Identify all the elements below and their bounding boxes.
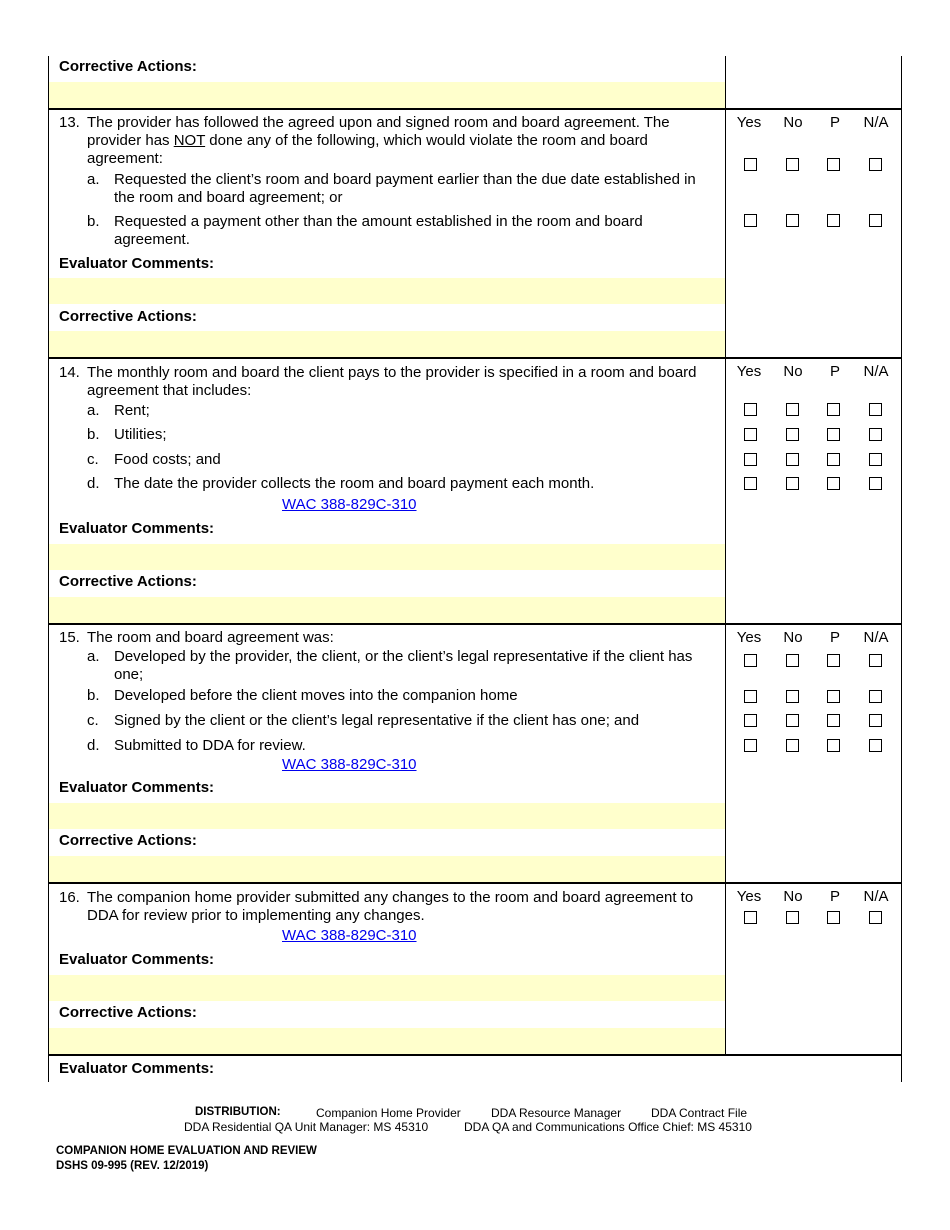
checkbox-14a-p[interactable]	[827, 403, 840, 416]
question-15a-text: Developed by the provider, the client, or the client’s legal representative if the client has one;	[114, 648, 693, 683]
checkbox-14a-yes[interactable]	[744, 403, 757, 416]
checkbox-16-p[interactable]	[827, 911, 840, 924]
p-header: P	[829, 114, 840, 131]
checkbox-14d-yes[interactable]	[744, 477, 757, 490]
question-14b-letter: b.	[87, 426, 100, 443]
p-header: P	[829, 888, 840, 905]
form-number: DSHS 09-995 (REV. 12/2019)	[56, 1160, 209, 1172]
na-header: N/A	[863, 888, 889, 905]
no-header: No	[783, 363, 803, 380]
checkbox-14c-p[interactable]	[827, 453, 840, 466]
row-divider	[48, 882, 902, 884]
evaluator-comments-label: Evaluator Comments:	[59, 951, 215, 968]
question-13-number: 13.	[59, 114, 80, 131]
checkbox-15a-na[interactable]	[869, 654, 882, 667]
checkbox-14b-no[interactable]	[786, 428, 799, 441]
row-divider	[48, 108, 902, 110]
question-15d-text: Submitted to DDA for review.	[114, 737, 306, 754]
checkbox-13b-no[interactable]	[786, 214, 799, 227]
question-15b-letter: b.	[87, 687, 100, 704]
corrective-actions-label: Corrective Actions:	[59, 1004, 197, 1021]
checkbox-14c-no[interactable]	[786, 453, 799, 466]
checkbox-15d-p[interactable]	[827, 739, 840, 752]
question-13a-text: Requested the client’s room and board payment earlier than the due date established in the room and board agreement; or	[114, 171, 696, 206]
row-divider	[48, 623, 902, 625]
checkbox-13a-na[interactable]	[869, 158, 882, 171]
row-divider	[48, 357, 902, 359]
question-13a-letter: a.	[87, 171, 100, 188]
question-15-number: 15.	[59, 629, 80, 646]
distribution-recipient: DDA Residential QA Unit Manager: MS 45310	[184, 1120, 429, 1134]
question-16-number: 16.	[59, 889, 80, 906]
corrective-actions-label: Corrective Actions:	[59, 308, 197, 325]
evaluator-comments-label: Evaluator Comments:	[59, 520, 215, 537]
no-header: No	[783, 629, 803, 646]
checkbox-14b-p[interactable]	[827, 428, 840, 441]
checkbox-16-no[interactable]	[786, 911, 799, 924]
question-15a-letter: a.	[87, 648, 100, 665]
evaluator-comments-label: Evaluator Comments:	[59, 1060, 215, 1077]
checkbox-13a-yes[interactable]	[744, 158, 757, 171]
yes-header: Yes	[736, 888, 762, 905]
distribution-recipient: DDA Contract File	[651, 1106, 748, 1120]
evaluator-comments-label: Evaluator Comments:	[59, 255, 215, 272]
checkbox-13b-na[interactable]	[869, 214, 882, 227]
checkbox-14d-no[interactable]	[786, 477, 799, 490]
question-15c-letter: c.	[87, 712, 99, 729]
checkbox-14b-yes[interactable]	[744, 428, 757, 441]
evaluator-comments-field-16[interactable]	[49, 975, 725, 1001]
corrective-actions-field-16[interactable]	[49, 1028, 725, 1054]
evaluator-comments-label: Evaluator Comments:	[59, 779, 215, 796]
question-13b-letter: b.	[87, 213, 100, 230]
no-header: No	[783, 114, 803, 131]
question-15b-text: Developed before the client moves into the companion home	[114, 687, 518, 704]
checkbox-14c-na[interactable]	[869, 453, 882, 466]
checkbox-14b-na[interactable]	[869, 428, 882, 441]
checkbox-15b-no[interactable]	[786, 690, 799, 703]
question-13-text: The provider has followed the agreed upon and signed room and board agreement. The provider has NOT done any of the following, which would violate the room and board agreement:	[87, 114, 670, 167]
question-14d-letter: d.	[87, 475, 100, 492]
checkbox-13a-no[interactable]	[786, 158, 799, 171]
checkbox-15a-yes[interactable]	[744, 654, 757, 667]
question-14-text: The monthly room and board the client pays to the provider is specified in a room and board agreement that includes:	[87, 364, 697, 399]
checkbox-15b-yes[interactable]	[744, 690, 757, 703]
wac-link[interactable]: WAC 388-829C-310	[282, 756, 417, 773]
question-14c-text: Food costs; and	[114, 451, 221, 468]
row-divider	[48, 1054, 902, 1056]
corrective-actions-field-15[interactable]	[49, 856, 725, 882]
evaluator-comments-field-13[interactable]	[49, 278, 725, 304]
table-left-border	[48, 56, 49, 1082]
question-16-text: The companion home provider submitted any changes to the room and board agreement to DDA for review prior to implementing any changes.	[87, 889, 694, 924]
yes-header: Yes	[736, 363, 762, 380]
corrective-actions-field-13[interactable]	[49, 331, 725, 357]
table-right-border	[901, 56, 902, 1082]
checkbox-14c-yes[interactable]	[744, 453, 757, 466]
distribution-label: DISTRIBUTION:	[195, 1106, 281, 1118]
p-header: P	[829, 629, 840, 646]
distribution-recipient: DDA Resource Manager	[491, 1106, 622, 1120]
distribution-recipient: DDA QA and Communications Office Chief: MS 45310	[464, 1120, 752, 1134]
checkbox-15a-no[interactable]	[786, 654, 799, 667]
checkbox-15d-na[interactable]	[869, 739, 882, 752]
checkbox-15c-p[interactable]	[827, 714, 840, 727]
question-15c-text: Signed by the client or the client’s legal representative if the client has one; and	[114, 712, 640, 729]
checkbox-15a-p[interactable]	[827, 654, 840, 667]
question-15d-letter: d.	[87, 737, 100, 754]
checkbox-14d-p[interactable]	[827, 477, 840, 490]
checkbox-13a-p[interactable]	[827, 158, 840, 171]
na-header: N/A	[863, 114, 889, 131]
checkbox-15c-yes[interactable]	[744, 714, 757, 727]
yes-header: Yes	[736, 114, 762, 131]
wac-link[interactable]: WAC 388-829C-310	[282, 927, 417, 944]
evaluator-comments-field-15[interactable]	[49, 803, 725, 829]
checkbox-15b-na[interactable]	[869, 690, 882, 703]
checkbox-14d-na[interactable]	[869, 477, 882, 490]
question-14c-letter: c.	[87, 451, 99, 468]
na-header: N/A	[863, 629, 889, 646]
question-14a-text: Rent;	[114, 402, 150, 419]
evaluator-comments-field-14[interactable]	[49, 544, 725, 570]
corrective-actions-label: Corrective Actions:	[59, 573, 197, 590]
question-14-number: 14.	[59, 364, 80, 381]
checkbox-15c-na[interactable]	[869, 714, 882, 727]
checkbox-16-yes[interactable]	[744, 911, 757, 924]
corrective-actions-label: Corrective Actions:	[59, 832, 197, 849]
question-14a-letter: a.	[87, 402, 100, 419]
checkbox-14a-no[interactable]	[786, 403, 799, 416]
question-15-text: The room and board agreement was:	[87, 629, 334, 646]
na-header: N/A	[863, 363, 889, 380]
checkbox-16-na[interactable]	[869, 911, 882, 924]
yes-header: Yes	[736, 629, 762, 646]
no-header: No	[783, 888, 803, 905]
table-column-divider	[725, 56, 726, 1056]
question-13b-text: Requested a payment other than the amount established in the room and board agreement.	[114, 213, 643, 248]
checkbox-13b-p[interactable]	[827, 214, 840, 227]
question-14b-text: Utilities;	[114, 426, 167, 443]
corrective-actions-label: Corrective Actions:	[59, 58, 197, 75]
checkbox-15c-no[interactable]	[786, 714, 799, 727]
question-14d-text: The date the provider collects the room and board payment each month.	[114, 475, 595, 492]
wac-link[interactable]: WAC 388-829C-310	[282, 496, 417, 513]
distribution-recipient: Companion Home Provider	[316, 1106, 461, 1120]
checkbox-14a-na[interactable]	[869, 403, 882, 416]
checkbox-15d-no[interactable]	[786, 739, 799, 752]
checkbox-13b-yes[interactable]	[744, 214, 757, 227]
checkbox-15b-p[interactable]	[827, 690, 840, 703]
checkbox-15d-yes[interactable]	[744, 739, 757, 752]
corrective-actions-field-12[interactable]	[49, 82, 725, 108]
form-title: COMPANION HOME EVALUATION AND REVIEW	[56, 1145, 317, 1157]
p-header: P	[829, 363, 840, 380]
corrective-actions-field-14[interactable]	[49, 597, 725, 623]
